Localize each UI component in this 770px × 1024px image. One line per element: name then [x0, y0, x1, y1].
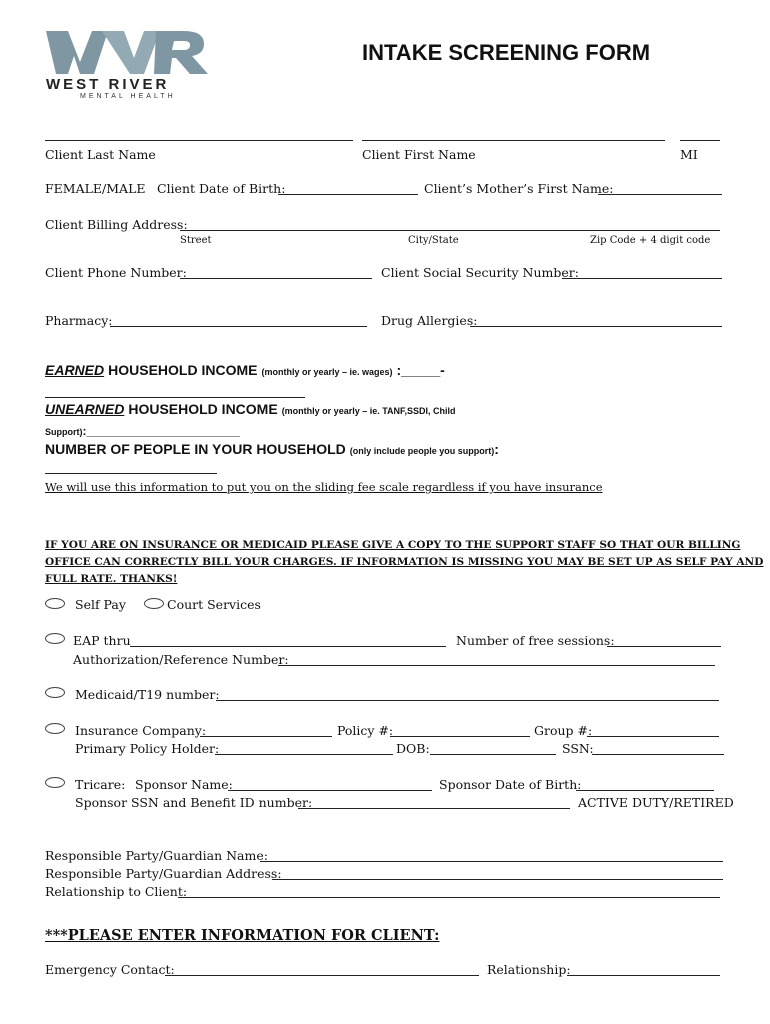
allergies-label: Drug Allergies:: [381, 313, 478, 328]
household-tail: :: [494, 441, 499, 457]
group-label: Group #:: [534, 723, 593, 738]
tricare-radio[interactable]: [45, 777, 65, 788]
emergency-contact-field[interactable]: [165, 975, 479, 976]
eap-label: EAP thru: [73, 633, 131, 648]
unearned-tail: :_______________________: [82, 424, 240, 438]
notice-line-1: IF YOU ARE ON INSURANCE OR MEDICAID PLEASE GIVE A COPY TO THE SUPPORT STAFF SO THAT OUR BILLING: [45, 539, 741, 551]
sliding-scale-text: We will use this information to put you on the sliding fee scale regardless if you have insurance: [45, 480, 603, 494]
logo-name: WEST RIVER: [46, 76, 170, 93]
city-caption: City/State: [408, 235, 459, 246]
client-info-header-text: ***PLEASE ENTER INFORMATION FOR CLIENT:: [45, 927, 440, 944]
unearned-note-2: Support): [45, 427, 83, 437]
household-heading: [45, 441, 499, 459]
court-services-radio[interactable]: [144, 598, 164, 609]
gender-label: FEMALE/MALE: [45, 181, 146, 196]
sliding-scale-note: [45, 480, 603, 494]
guardian-address-field[interactable]: [272, 879, 723, 880]
dob-field[interactable]: [278, 194, 418, 195]
last-name-field[interactable]: [45, 140, 353, 141]
sponsor-dob-field[interactable]: [576, 790, 714, 791]
phone-label: Client Phone Number:: [45, 265, 187, 280]
self-pay-radio[interactable]: [45, 598, 65, 609]
notice-line-2: OFFICE CAN CORRECTLY BILL YOUR CHARGES. IF INFORMATION IS MISSING YOU MAY BE SET UP AS SELF PAY AND: [45, 556, 764, 568]
active-duty-label: ACTIVE DUTY/RETIRED: [578, 795, 734, 810]
medicaid-label: Medicaid/T19 number:: [75, 687, 220, 702]
mother-name-field[interactable]: [598, 194, 722, 195]
insurance-company-field[interactable]: [200, 736, 332, 737]
earned-word: EARNED: [45, 362, 105, 378]
dob-label: Client Date of Birth:: [157, 181, 286, 196]
self-pay-label: Self Pay: [75, 597, 126, 612]
guardian-name-field[interactable]: [260, 861, 723, 862]
household-note: (only include people you support): [349, 446, 495, 456]
eap-field[interactable]: [130, 646, 446, 647]
policy-field[interactable]: [390, 736, 530, 737]
pharmacy-label: Pharmacy:: [45, 313, 113, 328]
free-sessions-label: Number of free sessions:: [456, 633, 615, 648]
emergency-contact-label: Emergency Contact:: [45, 962, 175, 977]
sponsor-ssn-label: Sponsor SSN and Benefit ID number:: [75, 795, 313, 810]
holder-dob-label: DOB:: [396, 741, 430, 756]
emergency-relationship-field[interactable]: [567, 975, 720, 976]
earned-rest: HOUSEHOLD INCOME: [108, 362, 258, 378]
household-field[interactable]: [45, 473, 217, 474]
ssn-label: Client Social Security Number:: [381, 265, 579, 280]
unearned-note: (monthly or yearly – ie. TANF,SSDI, Child: [281, 406, 456, 416]
unearned-income-line2[interactable]: [45, 422, 240, 440]
medicaid-field[interactable]: [216, 700, 719, 701]
west-river-logo-mark: [44, 28, 214, 78]
policy-holder-label: Primary Policy Holder:: [75, 741, 220, 756]
auth-number-field[interactable]: [278, 665, 715, 666]
relationship-to-client-field[interactable]: [178, 897, 720, 898]
sponsor-dob-label: Sponsor Date of Birth:: [439, 777, 582, 792]
logo-sub: MENTAL HEALTH: [80, 93, 176, 100]
earned-income-heading: [45, 362, 445, 380]
group-field[interactable]: [587, 736, 719, 737]
holder-dob-field[interactable]: [430, 754, 556, 755]
unearned-income-heading: [45, 401, 456, 419]
free-sessions-field[interactable]: [607, 646, 721, 647]
policy-label: Policy #:: [337, 723, 394, 738]
eap-radio[interactable]: [45, 633, 65, 644]
household-main: NUMBER OF PEOPLE IN YOUR HOUSEHOLD: [45, 441, 346, 457]
sponsor-name-label: Sponsor Name:: [135, 777, 233, 792]
earned-tail: :_____-: [396, 362, 445, 378]
mi-label: MI: [680, 147, 698, 162]
logo: [44, 28, 214, 100]
mi-field[interactable]: [680, 140, 720, 141]
street-caption: Street: [180, 235, 212, 246]
allergies-field[interactable]: [470, 326, 722, 327]
insurance-company-label: Insurance Company:: [75, 723, 207, 738]
first-name-field[interactable]: [362, 140, 665, 141]
tricare-label: Tricare:: [75, 777, 126, 792]
last-name-label: Client Last Name: [45, 147, 156, 162]
holder-ssn-field[interactable]: [592, 754, 724, 755]
unearned-rest: HOUSEHOLD INCOME: [128, 401, 278, 417]
notice-line-3: FULL RATE. THANKS!: [45, 573, 178, 585]
medicaid-radio[interactable]: [45, 687, 65, 698]
guardian-name-label: Responsible Party/Guardian Name:: [45, 848, 268, 863]
sponsor-name-field[interactable]: [228, 790, 432, 791]
billing-address-label: Client Billing Address:: [45, 217, 188, 232]
earned-note: (monthly or yearly – ie. wages): [261, 367, 393, 377]
auth-number-label: Authorization/Reference Number:: [73, 652, 289, 667]
ssn-field[interactable]: [562, 278, 722, 279]
unearned-word: UNEARNED: [45, 401, 125, 417]
policy-holder-field[interactable]: [215, 754, 393, 755]
emergency-relationship-label: Relationship:: [487, 962, 571, 977]
billing-address-field[interactable]: [180, 230, 720, 231]
earned-income-field[interactable]: [45, 397, 305, 398]
phone-field[interactable]: [180, 278, 372, 279]
guardian-address-label: Responsible Party/Guardian Address:: [45, 866, 282, 881]
holder-ssn-label: SSN:: [562, 741, 594, 756]
relationship-to-client-label: Relationship to Client:: [45, 884, 188, 899]
sponsor-ssn-field[interactable]: [298, 808, 570, 809]
mother-name-label: Client’s Mother’s First Name:: [424, 181, 614, 196]
pharmacy-field[interactable]: [110, 326, 367, 327]
insurance-radio[interactable]: [45, 723, 65, 734]
insurance-notice: [45, 537, 763, 588]
form-title: INTAKE SCREENING FORM: [362, 40, 651, 65]
zip-caption: Zip Code + 4 digit code: [590, 235, 711, 246]
court-services-label: Court Services: [167, 597, 261, 612]
first-name-label: Client First Name: [362, 147, 476, 162]
client-info-header: [45, 927, 439, 944]
